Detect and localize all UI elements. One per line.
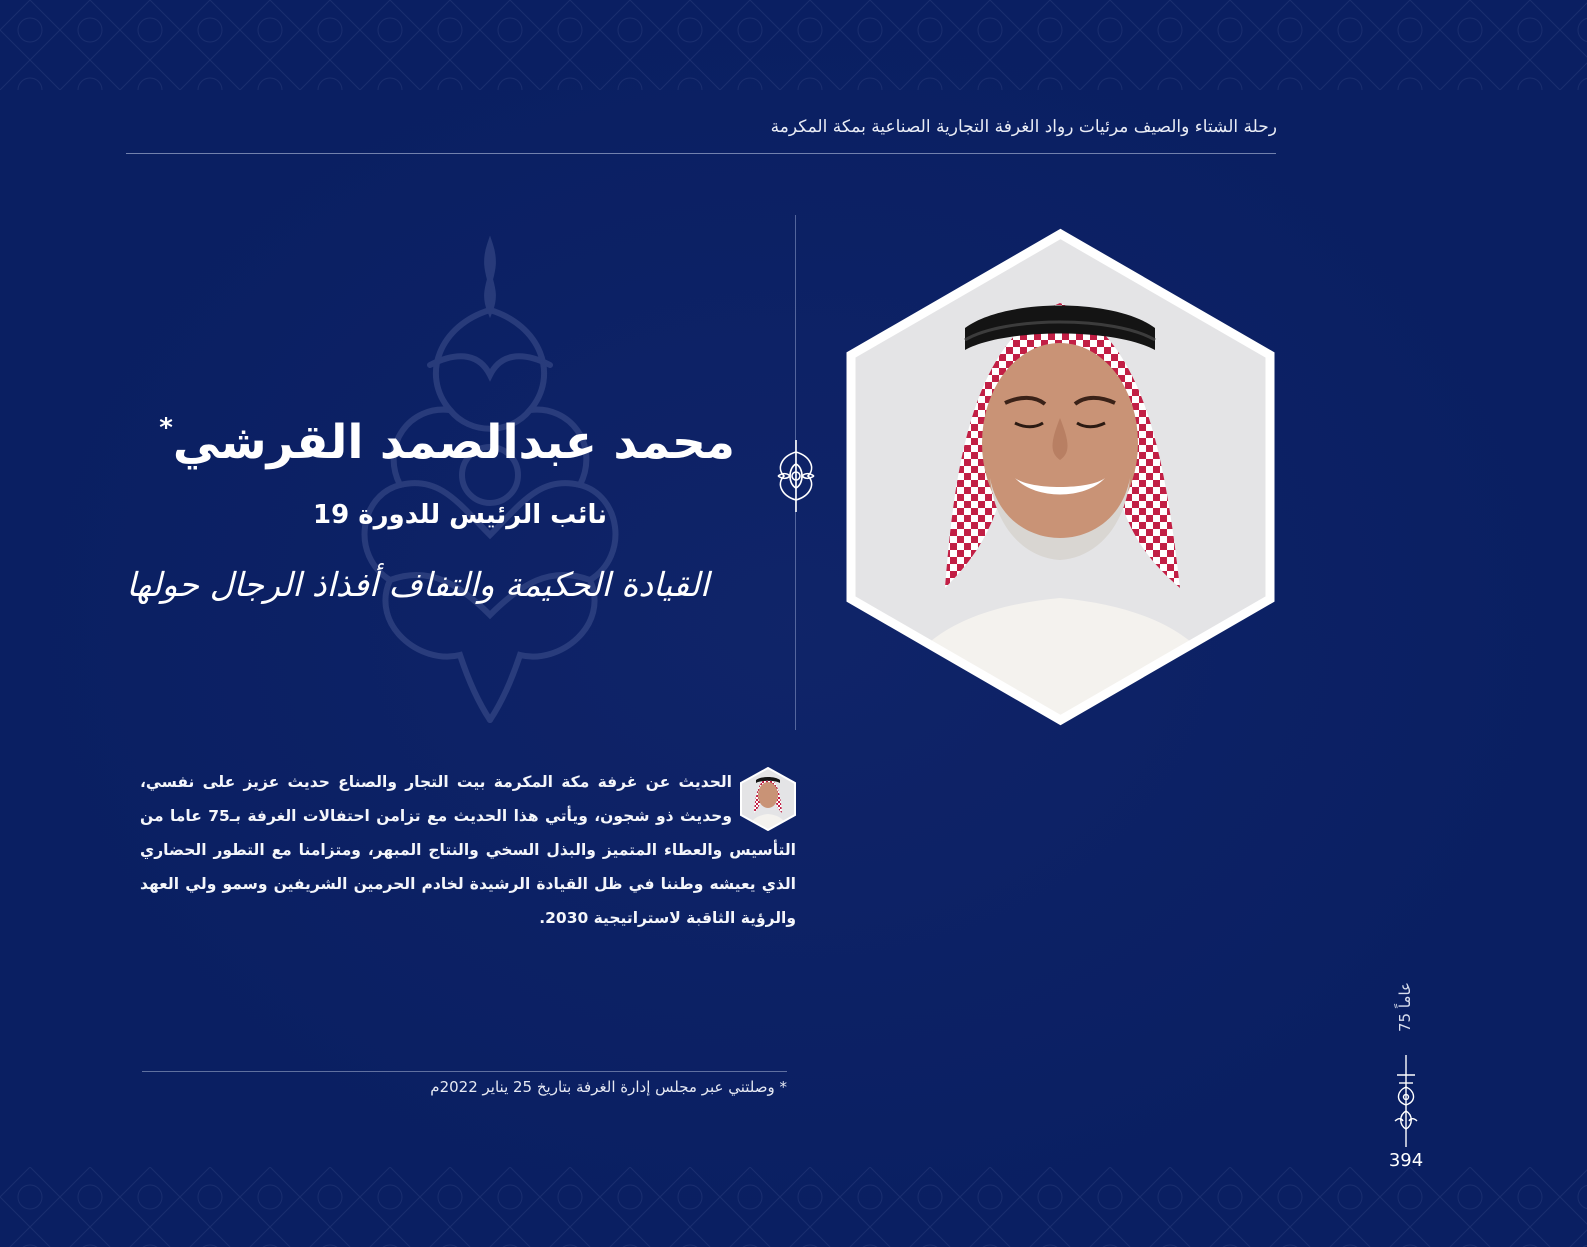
author-avatar xyxy=(740,767,796,831)
top-pattern-band xyxy=(0,0,1587,90)
portrait-hexagon xyxy=(845,228,1276,726)
side-anniversary-label xyxy=(1393,977,1417,1037)
bottom-pattern-band xyxy=(0,1167,1587,1247)
header-rule xyxy=(126,153,1276,154)
footnote-rule xyxy=(142,1071,787,1072)
footnote: * وصلتني عبر مجلس إدارة الغرفة بتاريخ 25 يناير 2022م xyxy=(430,1078,787,1096)
divider-ornament xyxy=(770,438,822,514)
name-text: محمد عبدالصمد القرشي xyxy=(172,415,735,470)
person-role: نائب الرئيس للدورة 19 xyxy=(312,500,607,530)
side-label-text: 75 عاماً xyxy=(1396,982,1414,1032)
article-tagline: القيادة الحكيمة والتفاف أفذاذ الرجال حولها xyxy=(126,565,709,604)
name-footnote-marker: * xyxy=(159,413,173,443)
person-name xyxy=(159,415,735,470)
side-ornament xyxy=(1391,1055,1421,1147)
header-title: رحلة الشتاء والصيف مرئيات رواد الغرفة التجارية الصناعية بمكة المكرمة xyxy=(770,117,1277,137)
arabesque-watermark xyxy=(330,235,650,725)
page-number: 394 xyxy=(1388,1150,1424,1171)
intro-paragraph xyxy=(140,765,796,935)
intro-text: الحديث عن غرفة مكة المكرمة بيت التجار والصناع حديث عزيز على نفسي، وحديث ذو شجون، ويأتي هذا الحديث مع تزامن احتفالات الغرفة بـ75 عاما من التأسيس والعطاء المتميز والبذل السخي والنتاج المبهر، ومتزامنا مع التطور الحضاري الذي يعيشه وطننا في ظل القيادة الرشيدة لخادم الحرمين الشريفين وسمو ولي العهد والرؤية الثاقبة لاستراتيجية 2030. xyxy=(140,773,796,927)
